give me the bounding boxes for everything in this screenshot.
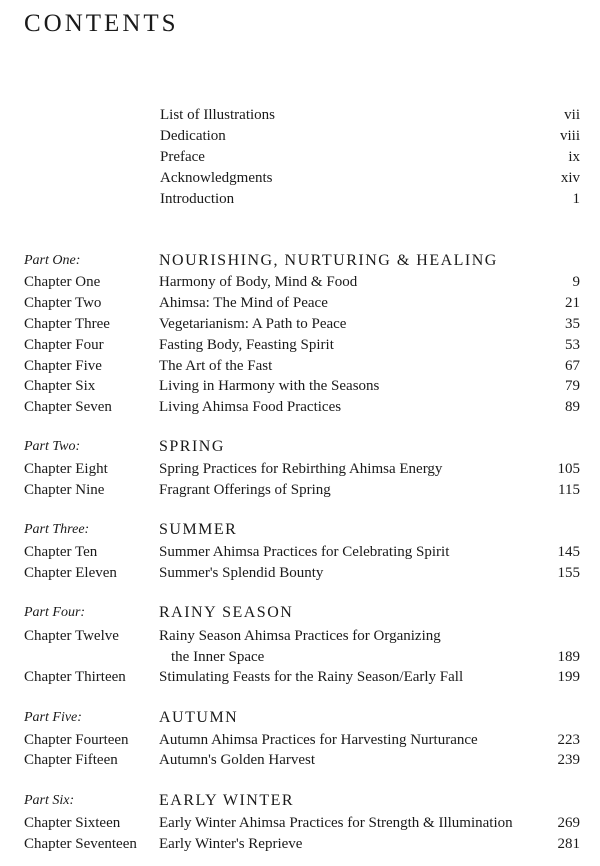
page-number: 21 — [565, 295, 580, 311]
chapter-label: Chapter Five — [24, 358, 102, 374]
page-number: viii — [559, 128, 580, 144]
chapter-title: Vegetarianism: A Path to Peace — [159, 316, 347, 332]
toc-entry[interactable] — [0, 480, 600, 500]
chapter-title: Early Winter's Reprieve — [159, 836, 303, 852]
chapter-title: Spring Practices for Rebirthing Ahimsa Energy — [159, 461, 443, 477]
chapter-title: Rainy Season Ahimsa Practices for Organizing — [159, 628, 441, 644]
entry-title: Introduction — [160, 191, 235, 207]
toc-entry[interactable] — [0, 335, 600, 355]
chapter-label: Chapter One — [24, 274, 101, 290]
part-header — [0, 437, 600, 457]
page-number: xiv — [560, 170, 580, 186]
chapter-label: Chapter Seven — [24, 399, 112, 415]
chapter-title: The Art of the Fast — [159, 358, 273, 374]
page-number: 281 — [557, 836, 580, 852]
chapter-title: Summer Ahimsa Practices for Celebrating Spirit — [159, 544, 450, 560]
chapter-title-continuation: the Inner Space — [171, 649, 265, 665]
chapter-label: Chapter Fifteen — [24, 752, 118, 768]
entry-title: List of Illustrations — [160, 107, 275, 123]
toc-entry[interactable] — [0, 626, 600, 646]
toc-entry[interactable] — [0, 459, 600, 479]
chapter-title: Summer's Splendid Bounty — [159, 565, 324, 581]
toc-entry[interactable] — [0, 813, 600, 833]
part-label: Part Two: — [24, 439, 81, 454]
chapter-label: Chapter Eight — [24, 461, 108, 477]
chapter-label: Chapter Eleven — [24, 565, 117, 581]
page-number: 67 — [565, 358, 580, 374]
chapter-label: Chapter Nine — [24, 482, 105, 498]
toc-entry[interactable] — [0, 750, 600, 770]
chapter-label: Chapter Sixteen — [24, 815, 121, 831]
chapter-label: Chapter Fourteen — [24, 732, 129, 748]
page-number: 155 — [557, 565, 580, 581]
part-heading: AUTUMN — [159, 709, 239, 726]
chapter-title: Early Winter Ahimsa Practices for Strength & Illumination — [159, 815, 513, 831]
part-heading: SUMMER — [159, 521, 238, 538]
chapter-title: Living in Harmony with the Seasons — [159, 378, 380, 394]
toc-entry[interactable] — [0, 147, 600, 167]
entry-title: Preface — [160, 149, 205, 165]
chapter-title: Ahimsa: The Mind of Peace — [159, 295, 328, 311]
part-label: Part One: — [24, 253, 81, 268]
chapter-label: Chapter Six — [24, 378, 96, 394]
chapter-title: Harmony of Body, Mind & Food — [159, 274, 358, 290]
toc-entry-continuation[interactable] — [0, 647, 600, 667]
chapter-title: Autumn Ahimsa Practices for Harvesting Nurturance — [159, 732, 478, 748]
page-number: 9 — [572, 274, 580, 290]
toc-entry[interactable] — [0, 126, 600, 146]
page-number: 199 — [557, 669, 580, 685]
toc-entry[interactable] — [0, 293, 600, 313]
part-label: Part Six: — [24, 793, 75, 808]
chapter-label: Chapter Twelve — [24, 628, 119, 644]
part-header — [0, 520, 600, 540]
toc-entry[interactable] — [0, 105, 600, 125]
page-number: 1 — [572, 191, 580, 207]
page-number: 89 — [565, 399, 580, 415]
page-number: 35 — [565, 316, 580, 332]
toc-entry[interactable] — [0, 272, 600, 292]
part-label: Part Four: — [24, 605, 86, 620]
page-number: 269 — [557, 815, 580, 831]
page-title: CONTENTS — [24, 10, 179, 37]
chapter-label: Chapter Two — [24, 295, 102, 311]
part-heading: EARLY WINTER — [159, 792, 295, 809]
toc-entry[interactable] — [0, 563, 600, 583]
page-number: 239 — [557, 752, 580, 768]
chapter-title: Autumn's Golden Harvest — [159, 752, 316, 768]
page-number: 223 — [557, 732, 580, 748]
chapter-title: Stimulating Feasts for the Rainy Season/Early Fall — [159, 669, 464, 685]
page-number: 105 — [557, 461, 580, 477]
entry-title: Acknowledgments — [160, 170, 273, 186]
toc-entry[interactable] — [0, 667, 600, 687]
part-header — [0, 603, 600, 623]
part-header — [0, 251, 600, 271]
toc-entry[interactable] — [0, 314, 600, 334]
chapter-label: Chapter Thirteen — [24, 669, 126, 685]
part-header — [0, 708, 600, 728]
chapter-title: Fragrant Offerings of Spring — [159, 482, 331, 498]
page-number: ix — [568, 149, 580, 165]
page-number: 189 — [557, 649, 580, 665]
page-number: 115 — [558, 482, 580, 498]
toc-entry[interactable] — [0, 356, 600, 376]
part-heading: RAINY SEASON — [159, 604, 294, 621]
toc-entry[interactable] — [0, 542, 600, 562]
chapter-label: Chapter Ten — [24, 544, 98, 560]
chapter-label: Chapter Three — [24, 316, 110, 332]
toc-entry[interactable] — [0, 834, 600, 854]
chapter-title: Fasting Body, Feasting Spirit — [159, 337, 334, 353]
chapter-label: Chapter Four — [24, 337, 104, 353]
chapter-title: Living Ahimsa Food Practices — [159, 399, 342, 415]
toc-entry[interactable] — [0, 189, 600, 209]
entry-title: Dedication — [160, 128, 226, 144]
page-number: 145 — [557, 544, 580, 560]
part-heading: NOURISHING, NURTURING & HEALING — [159, 252, 498, 269]
chapter-label: Chapter Seventeen — [24, 836, 137, 852]
part-label: Part Five: — [24, 710, 82, 725]
page-number: 53 — [565, 337, 580, 353]
toc-entry[interactable] — [0, 168, 600, 188]
part-heading: SPRING — [159, 438, 225, 455]
toc-entry[interactable] — [0, 730, 600, 750]
toc-entry[interactable] — [0, 397, 600, 417]
part-label: Part Three: — [24, 522, 90, 537]
page-number: 79 — [565, 378, 580, 394]
part-header — [0, 791, 600, 811]
page-number: vii — [564, 107, 580, 123]
toc-entry[interactable] — [0, 376, 600, 396]
